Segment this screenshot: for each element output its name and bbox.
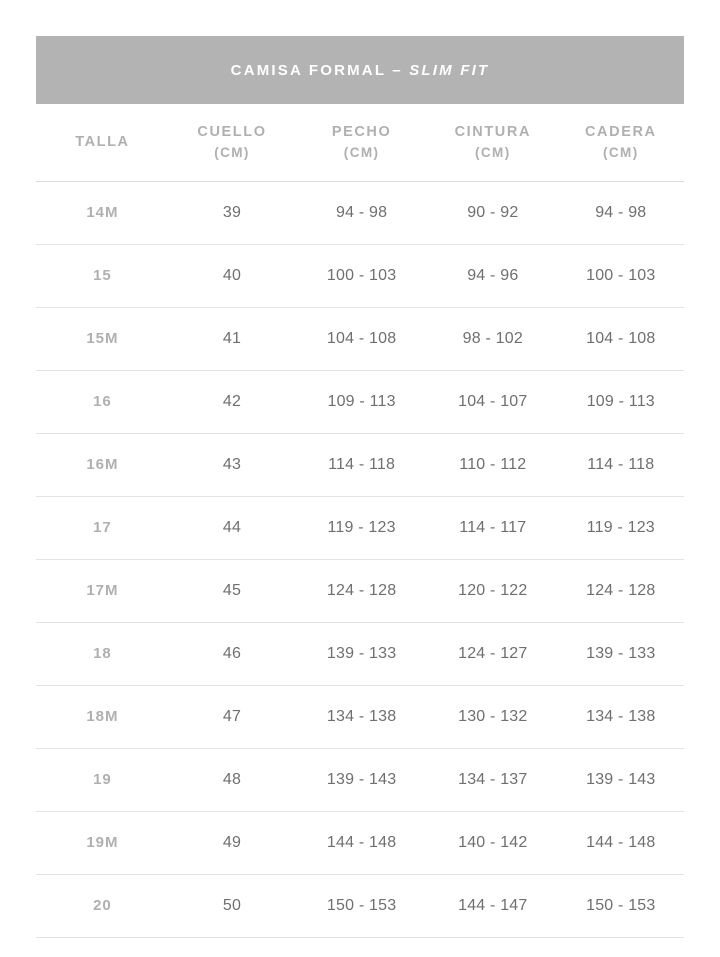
cell-hip: 104 - 108 xyxy=(558,307,684,370)
cell-neck: 49 xyxy=(169,811,295,874)
cell-size: 19 xyxy=(36,748,169,811)
table-row xyxy=(36,244,684,307)
column-header-cuello-label: CUELLO xyxy=(197,124,267,140)
cell-neck: 42 xyxy=(169,370,295,433)
cell-chest: 109 - 113 xyxy=(295,370,428,433)
table-body xyxy=(36,181,684,937)
cell-chest: 150 - 153 xyxy=(295,874,428,937)
cell-waist: 110 - 112 xyxy=(428,433,558,496)
table-row xyxy=(36,370,684,433)
cell-size: 17 xyxy=(36,496,169,559)
cell-hip: 124 - 128 xyxy=(558,559,684,622)
size-chart-container xyxy=(36,36,684,938)
column-header-cadera xyxy=(558,104,684,181)
cell-hip: 139 - 133 xyxy=(558,622,684,685)
cell-hip: 94 - 98 xyxy=(558,181,684,244)
chart-title-bar xyxy=(36,36,684,104)
cell-chest: 104 - 108 xyxy=(295,307,428,370)
column-header-cuello-unit: (CM) xyxy=(214,145,250,161)
column-header-talla-label: TALLA xyxy=(75,133,130,150)
cell-neck: 46 xyxy=(169,622,295,685)
cell-size: 16M xyxy=(36,433,169,496)
cell-chest: 139 - 143 xyxy=(295,748,428,811)
cell-size: 16 xyxy=(36,370,169,433)
table-row xyxy=(36,433,684,496)
cell-chest: 119 - 123 xyxy=(295,496,428,559)
cell-waist: 124 - 127 xyxy=(428,622,558,685)
cell-size: 18 xyxy=(36,622,169,685)
cell-hip: 109 - 113 xyxy=(558,370,684,433)
cell-waist: 144 - 147 xyxy=(428,874,558,937)
header-row xyxy=(36,104,684,181)
cell-hip: 134 - 138 xyxy=(558,685,684,748)
column-header-cadera-unit: (CM) xyxy=(603,145,639,161)
column-header-pecho xyxy=(295,104,428,181)
title-main: CAMISA FORMAL – xyxy=(230,61,410,79)
cell-chest: 100 - 103 xyxy=(295,244,428,307)
column-header-cadera-label: CADERA xyxy=(584,124,657,140)
table-row xyxy=(36,622,684,685)
cell-chest: 139 - 133 xyxy=(295,622,428,685)
cell-waist: 104 - 107 xyxy=(428,370,558,433)
title-fit: SLIM FIT xyxy=(409,61,490,79)
table-row xyxy=(36,559,684,622)
cell-hip: 150 - 153 xyxy=(558,874,684,937)
table-header xyxy=(36,104,684,181)
cell-size: 14M xyxy=(36,181,169,244)
page-title xyxy=(231,62,490,79)
column-header-cintura-label: CINTURA xyxy=(454,124,532,140)
cell-waist: 94 - 96 xyxy=(428,244,558,307)
size-table xyxy=(36,104,684,938)
table-row xyxy=(36,748,684,811)
cell-chest: 114 - 118 xyxy=(295,433,428,496)
table-row xyxy=(36,496,684,559)
table-row xyxy=(36,874,684,937)
cell-size: 17M xyxy=(36,559,169,622)
cell-chest: 124 - 128 xyxy=(295,559,428,622)
cell-chest: 134 - 138 xyxy=(295,685,428,748)
cell-waist: 134 - 137 xyxy=(428,748,558,811)
cell-waist: 140 - 142 xyxy=(428,811,558,874)
column-header-cintura-unit: (CM) xyxy=(475,145,511,161)
cell-neck: 41 xyxy=(169,307,295,370)
column-header-pecho-unit: (CM) xyxy=(343,145,380,161)
column-header-talla xyxy=(36,104,169,181)
cell-neck: 48 xyxy=(169,748,295,811)
cell-neck: 50 xyxy=(169,874,295,937)
table-row xyxy=(36,811,684,874)
cell-hip: 139 - 143 xyxy=(558,748,684,811)
column-header-cintura xyxy=(428,104,558,181)
table-row xyxy=(36,181,684,244)
cell-size: 19M xyxy=(36,811,169,874)
table-row xyxy=(36,307,684,370)
cell-neck: 45 xyxy=(169,559,295,622)
column-header-cuello xyxy=(169,104,295,181)
table-row xyxy=(36,685,684,748)
cell-size: 20 xyxy=(36,874,169,937)
cell-waist: 98 - 102 xyxy=(428,307,558,370)
cell-waist: 120 - 122 xyxy=(428,559,558,622)
cell-chest: 94 - 98 xyxy=(295,181,428,244)
cell-neck: 47 xyxy=(169,685,295,748)
cell-neck: 39 xyxy=(169,181,295,244)
cell-size: 15 xyxy=(36,244,169,307)
cell-neck: 43 xyxy=(169,433,295,496)
cell-size: 18M xyxy=(36,685,169,748)
cell-neck: 40 xyxy=(169,244,295,307)
cell-hip: 100 - 103 xyxy=(558,244,684,307)
cell-hip: 144 - 148 xyxy=(558,811,684,874)
cell-waist: 90 - 92 xyxy=(428,181,558,244)
cell-hip: 114 - 118 xyxy=(558,433,684,496)
cell-waist: 114 - 117 xyxy=(428,496,558,559)
column-header-pecho-label: PECHO xyxy=(331,124,392,140)
cell-waist: 130 - 132 xyxy=(428,685,558,748)
cell-hip: 119 - 123 xyxy=(558,496,684,559)
cell-neck: 44 xyxy=(169,496,295,559)
cell-chest: 144 - 148 xyxy=(295,811,428,874)
cell-size: 15M xyxy=(36,307,169,370)
